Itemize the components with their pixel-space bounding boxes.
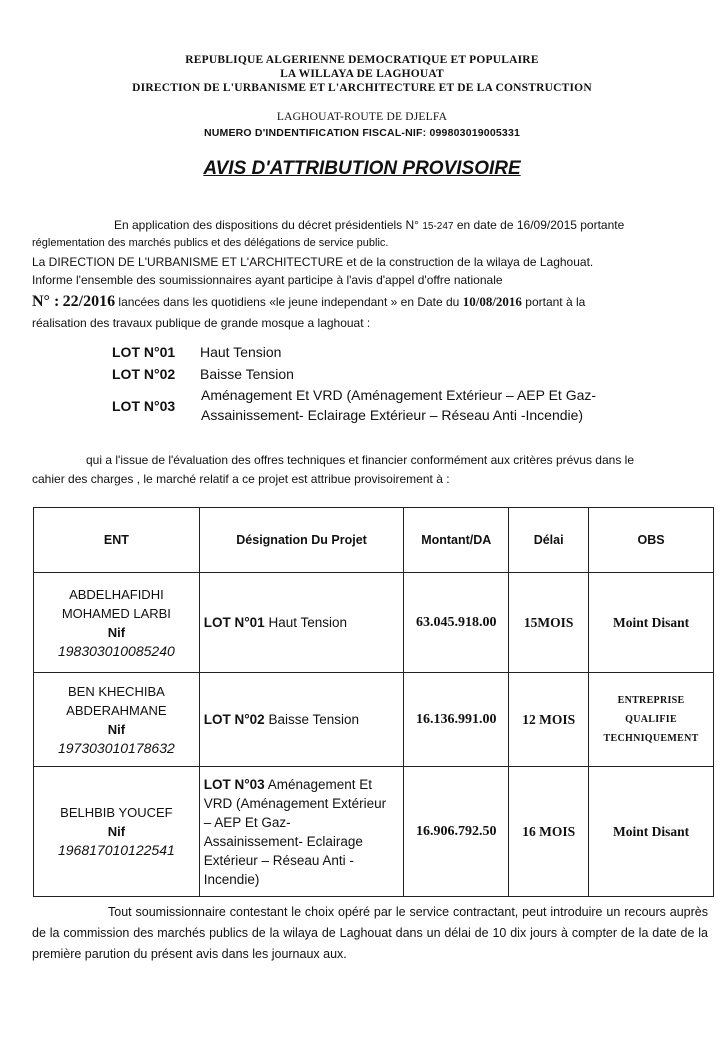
col-header-ent: ENT: [34, 508, 200, 573]
cell-obs: Moint Disant: [589, 767, 714, 897]
header-republic: REPUBLIQUE ALGERIENNE DEMOCRATIQUE ET POPULAIRE: [185, 54, 539, 66]
nif-value: 198303010085240: [57, 642, 175, 659]
nif-label: Nif: [107, 721, 126, 737]
cell-ent: [34, 767, 200, 897]
lot-text: Baisse Tension: [200, 366, 294, 382]
table-row: [34, 673, 714, 767]
col-header-delai: Délai: [509, 508, 589, 573]
header-nif: NUMERO D'INDENTIFICATION FISCAL-NIF: 099803019005331: [203, 127, 521, 139]
transition-line-1: qui a l'issue de l'évaluation des offres techniques et financier conformément aux critères prévus dans le: [86, 453, 634, 467]
table-row: [34, 573, 714, 673]
designation-line: Incendie): [203, 871, 260, 887]
lot-03-text-2: Assainissement- Eclairage Extérieur – Réseau Anti -Incendie): [201, 407, 584, 423]
header-wilaya: LA WILLAYA DE LAGHOUAT: [280, 68, 444, 80]
avis-number: 22/2016: [62, 293, 116, 310]
lot-01: [112, 344, 281, 360]
lot-code: LOT N°02: [203, 712, 265, 727]
lot-02: [112, 366, 294, 382]
designation-line: [204, 775, 403, 794]
designation-line: Extérieur – Réseau Anti -: [203, 852, 354, 868]
cell-delai: 16 MOIS: [509, 767, 589, 897]
intro-text: portant à la: [525, 295, 586, 309]
designation-text: Baisse Tension: [268, 712, 360, 727]
nif-value: 196817010122541: [57, 842, 175, 858]
col-header-obs: OBS: [589, 508, 714, 573]
intro-line-2: réglementation des marchés publics et des délégations de service public.: [32, 237, 389, 249]
intro-line-3: La DIRECTION DE L'URBANISME ET L'ARCHITECTURE et de la construction de la wilaya de Laghouat.: [32, 255, 594, 269]
lot-code: LOT N°01: [203, 615, 265, 630]
footer-text: Tout soumissionnaire contestant le choix opéré par le service contractant, peut introduire un recours auprès de la commission des marchés publics de la wilaya de Laghouat dans un délai de 10 dix jours à compter de la date de la première parution du présent avis dans les journaux aux.: [32, 905, 708, 961]
header-address: LAGHOUAT-ROUTE DE DJELFA: [276, 111, 448, 123]
intro-line-4: Informe l'ensemble des soumissionnaires ayant participe à l'avis d'appel d'offre nationale: [32, 273, 503, 287]
lot-03-text-1: Aménagement Et VRD (Aménagement Extérieur – AEP Et Gaz-: [201, 387, 597, 403]
designation-line: VRD (Aménagement Extérieur: [203, 795, 387, 811]
cell-montant: 16.136.991.00: [404, 673, 509, 767]
lot-text: Haut Tension: [200, 344, 282, 360]
designation-line: – AEP Et Gaz-: [203, 814, 291, 830]
nif-value: 197303010178632: [57, 739, 175, 756]
cell-ent: [34, 673, 200, 767]
attribution-table: [33, 507, 714, 897]
lot-03: [112, 398, 200, 414]
col-header-designation: Désignation Du Projet: [199, 508, 404, 573]
table-header-row: [34, 508, 714, 573]
lot-code: LOT N°01: [112, 344, 176, 360]
avis-number-label: N° :: [32, 293, 60, 310]
obs-line: TECHNIQUEMENT: [603, 733, 699, 744]
table-row: [34, 767, 714, 897]
cell-montant: 63.045.918.00: [404, 573, 509, 673]
intro-text: lancées dans les quotidiens «le jeune independant » en Date du: [118, 295, 460, 309]
intro-line-1: [114, 218, 624, 232]
lot-code: LOT N°03: [112, 398, 176, 414]
nif-label: Nif: [107, 824, 126, 839]
intro-text: En application des dispositions du décret présidentiels N°: [114, 218, 419, 232]
cell-designation: [199, 573, 404, 673]
header-direction: DIRECTION DE L'URBANISME ET L'ARCHITECTURE ET DE LA CONSTRUCTION: [132, 82, 592, 94]
designation-text: Haut Tension: [268, 615, 348, 630]
cell-delai: 12 MOIS: [509, 673, 589, 767]
obs-line: QUALIFIE: [625, 714, 677, 725]
company-name: BELHBIB YOUCEF: [60, 805, 173, 820]
intro-line-6: réalisation des travaux publique de grande mosque a laghouat :: [32, 316, 371, 330]
designation-line: Assainissement- Eclairage: [203, 833, 363, 849]
page-title: [0, 158, 724, 180]
cell-obs: [589, 673, 714, 767]
decree-number: 15-247: [422, 221, 454, 232]
col-header-montant: Montant/DA: [404, 508, 509, 573]
lot-code: LOT N°03: [203, 776, 265, 792]
company-name: ABDERAHMANE: [66, 702, 167, 718]
avis-date: 10/08/2016: [462, 294, 522, 309]
page-title-text: AVIS D'ATTRIBUTION PROVISOIRE: [203, 158, 521, 179]
intro-text: en date de 16/09/2015 portante: [456, 218, 625, 232]
company-name: MOHAMED LARBI: [61, 605, 171, 621]
company-name: BEN KHECHIBA: [67, 683, 165, 699]
cell-montant: 16.906.792.50: [404, 767, 509, 897]
cell-obs: Moint Disant: [589, 573, 714, 673]
footer-paragraph: [32, 902, 708, 965]
cell-designation: [199, 767, 404, 897]
intro-line-5: [32, 293, 585, 311]
nif-label: Nif: [107, 624, 126, 640]
designation-text: Aménagement Et: [267, 776, 373, 792]
obs-line: ENTREPRISE: [617, 695, 685, 706]
cell-ent: [34, 573, 200, 673]
lot-code: LOT N°02: [112, 366, 176, 382]
cell-designation: [199, 673, 404, 767]
cell-delai: 15MOIS: [509, 573, 589, 673]
company-name: ABDELHAFIDHI: [69, 586, 164, 602]
transition-line-2: cahier des charges , le marché relatif a ce projet est attribue provisoirement à :: [32, 472, 450, 486]
